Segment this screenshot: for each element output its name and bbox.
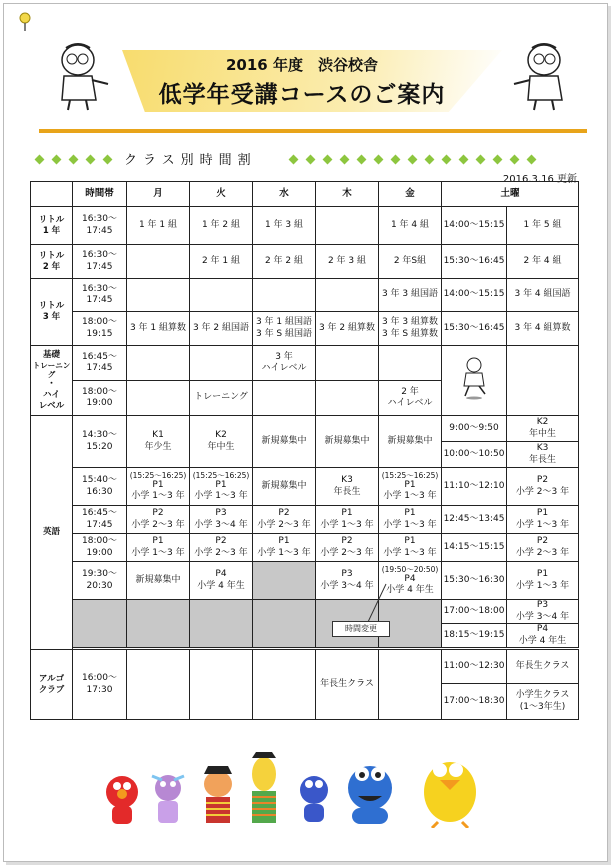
col-header-thu: 木 — [316, 182, 379, 207]
table-row — [31, 562, 579, 600]
group-label-line: 基礎 — [42, 349, 60, 360]
sat-time-cell: 12:45～13:45 — [442, 506, 507, 534]
year-campus-line: 2016 年度 渋谷校舎 — [226, 56, 378, 74]
time-cell: 16:30～ 17:45 — [73, 279, 127, 312]
sat-time-cell: 17:00～18:30 — [442, 684, 507, 720]
class-cell — [253, 381, 316, 416]
table-row — [31, 468, 579, 506]
table-row — [31, 245, 579, 279]
class-label: P1 小学 1～3 年 — [131, 479, 185, 502]
class-cell: K1 年少生 — [127, 416, 190, 468]
time-cell: 18:00～ 19:00 — [73, 534, 127, 562]
class-label: P1 小学 1～3 年 — [194, 479, 248, 502]
title-band — [122, 50, 502, 112]
class-cell — [190, 346, 253, 381]
closed-cell — [127, 600, 190, 648]
push-pin-icon — [18, 12, 32, 32]
class-cell — [127, 346, 190, 381]
class-cell: 2 年 1 組 — [190, 245, 253, 279]
class-cell: P1 小学 1～3 年 — [379, 506, 442, 534]
class-cell: 3 年 3 組算数 3 年 S 組算数 — [379, 312, 442, 346]
class-cell: 新規募集中 — [379, 416, 442, 468]
table-row — [31, 312, 579, 346]
class-cell — [127, 650, 190, 720]
class-cell: 2 年 2 組 — [253, 245, 316, 279]
class-cell: 1 年 5 組 — [507, 207, 579, 245]
table-row — [31, 279, 579, 312]
sat-time-cell: 10:00～10:50 — [442, 442, 507, 468]
time-cell: 19:30～ 20:30 — [73, 562, 127, 600]
class-cell: 2 年S組 — [379, 245, 442, 279]
time-cell: 16:30～ 17:45 — [73, 245, 127, 279]
cartoon-teacher-left-icon — [52, 42, 112, 112]
time-note: (15:25～16:25) — [381, 470, 439, 480]
group-label: 英語 — [31, 416, 73, 650]
time-change-callout: 時間変更 — [332, 621, 390, 637]
class-cell — [190, 279, 253, 312]
class-cell: P3 小学 3～4 年 — [507, 600, 579, 624]
class-cell — [190, 650, 253, 720]
sat-time-cell: 15:30～16:30 — [442, 562, 507, 600]
table-row — [31, 534, 579, 562]
illustration-cell — [442, 346, 507, 416]
diamond-row-left — [36, 153, 111, 165]
cartoon-teacher-right-icon — [512, 42, 572, 112]
class-cell: K2 年中生 — [190, 416, 253, 468]
class-cell: 3 年 3 組国語 — [379, 279, 442, 312]
class-cell: 2 年 4 組 — [507, 245, 579, 279]
class-cell: P1 小学 1～3 年 — [253, 534, 316, 562]
class-cell: 3 年 2 組算数 — [316, 312, 379, 346]
sat-time-cell: 17:00～18:00 — [442, 600, 507, 624]
time-cell: 16:30～ 17:45 — [73, 207, 127, 245]
class-cell: P2 小学 2～3 年 — [127, 506, 190, 534]
accent-rule — [39, 129, 587, 133]
col-header-sat: 土曜 — [442, 182, 579, 207]
class-cell: P1 小学 1～3 年 — [507, 562, 579, 600]
table-row — [31, 416, 579, 442]
class-cell: P4 小学 4 年生 — [190, 562, 253, 600]
sat-time-cell: 18:15～19:15 — [442, 624, 507, 648]
class-cell — [379, 346, 442, 381]
class-cell: 1 年 3 組 — [253, 207, 316, 245]
table-row — [31, 600, 579, 624]
class-cell: 3 年 ハイレベル — [253, 346, 316, 381]
class-cell: P2 小学 2～3 年 — [190, 534, 253, 562]
diamond-row-right — [290, 153, 535, 165]
class-label: P1 小学 1～3 年 — [383, 479, 437, 502]
class-cell: P1 小学 1～3 年 — [379, 534, 442, 562]
class-cell: 新規募集中 — [253, 416, 316, 468]
main-title: 低学年受講コースのご案内 — [158, 82, 446, 108]
group-label-line: トレーニング — [32, 360, 71, 379]
class-cell: 2 年 ハイレベル — [379, 381, 442, 416]
class-cell: トレーニング — [190, 381, 253, 416]
callout-pointer — [360, 582, 390, 624]
closed-cell — [190, 600, 253, 648]
closed-cell — [253, 562, 316, 600]
sat-time-cell: 14:15～15:15 — [442, 534, 507, 562]
sat-time-cell: 15:30～16:45 — [442, 312, 507, 346]
group-label: アルゴ クラブ — [31, 650, 73, 720]
col-header-fri: 金 — [379, 182, 442, 207]
header-row — [31, 182, 579, 207]
class-cell: 新規募集中 — [316, 416, 379, 468]
corner-cell — [31, 182, 73, 207]
updated-date: 2016.3.16 更新 — [502, 174, 577, 185]
class-cell — [316, 207, 379, 245]
time-note: (15:25～16:25) — [129, 470, 187, 480]
class-cell: P2 小学 2～3 年 — [507, 468, 579, 506]
class-cell — [507, 346, 579, 416]
table-row — [31, 506, 579, 534]
sat-time-cell: 14:00～15:15 — [442, 207, 507, 245]
class-cell: K3 年長生 — [507, 442, 579, 468]
class-cell — [253, 279, 316, 312]
class-cell: 1 年 1 組 — [127, 207, 190, 245]
class-cell: K3 年長生 — [316, 468, 379, 506]
class-cell: 3 年 4 組算数 — [507, 312, 579, 346]
time-cell: 14:30～ 15:20 — [73, 416, 127, 468]
class-cell — [316, 381, 379, 416]
class-cell: P2 小学 2～3 年 — [253, 506, 316, 534]
group-label: リトル 1 年 — [31, 207, 73, 245]
class-cell: 2 年 3 組 — [316, 245, 379, 279]
table-row — [31, 650, 579, 684]
class-cell — [127, 381, 190, 416]
class-cell: 小学生クラス (1～3年生) — [507, 684, 579, 720]
class-cell: P4 小学 4 年生 — [507, 624, 579, 648]
class-cell: P1 小学 1～3 年 — [316, 506, 379, 534]
class-cell: 3 年 1 組算数 — [127, 312, 190, 346]
class-cell: 年長生クラス — [507, 650, 579, 684]
group-label: リトル 3 年 — [31, 279, 73, 346]
group-label-line: ・ — [47, 379, 56, 390]
time-cell: 18:00～ 19:00 — [73, 381, 127, 416]
class-label: P4 小学 4 年生 — [386, 573, 434, 596]
class-cell — [379, 468, 442, 506]
class-cell: 1 年 4 組 — [379, 207, 442, 245]
class-schedule-table — [30, 181, 579, 720]
time-cell: 16:45～ 17:45 — [73, 506, 127, 534]
col-header-tue: 火 — [190, 182, 253, 207]
class-cell: 3 年 1 組国語 3 年 S 組国語 — [253, 312, 316, 346]
character-group-icon — [100, 748, 580, 828]
group-label-line: ハイ レベル — [38, 389, 65, 411]
class-cell — [127, 245, 190, 279]
class-cell: 新規募集中 — [253, 468, 316, 506]
class-cell: 1 年 2 組 — [190, 207, 253, 245]
table-row — [31, 207, 579, 245]
col-header-mon: 月 — [127, 182, 190, 207]
class-cell — [127, 279, 190, 312]
class-cell: 年長生クラス — [316, 650, 379, 720]
class-cell: 3 年 2 組国語 — [190, 312, 253, 346]
class-cell: 新規募集中 — [127, 562, 190, 600]
class-cell: K2 年中生 — [507, 416, 579, 442]
closed-cell — [73, 600, 127, 648]
running-kid-icon — [457, 356, 491, 400]
class-cell — [190, 468, 253, 506]
closed-cell — [253, 600, 316, 648]
sat-time-cell: 14:00～15:15 — [442, 279, 507, 312]
class-cell: P1 小学 1～3 年 — [507, 506, 579, 534]
sat-time-cell: 15:30～16:45 — [442, 245, 507, 279]
time-cell: 16:45～ 17:45 — [73, 346, 127, 381]
class-cell — [316, 279, 379, 312]
class-cell: P3 小学 3～4 年 — [316, 562, 379, 600]
time-cell: 15:40～ 16:30 — [73, 468, 127, 506]
col-header-time: 時間帯 — [73, 182, 127, 207]
time-cell: 16:00～ 17:30 — [73, 650, 127, 720]
class-cell: P1 小学 1～3 年 — [127, 534, 190, 562]
class-cell — [253, 650, 316, 720]
group-label: リトル 2 年 — [31, 245, 73, 279]
class-cell: P2 小学 2～3 年 — [507, 534, 579, 562]
class-cell — [379, 650, 442, 720]
section-heading: クラス別時間割 — [124, 153, 257, 168]
time-cell: 18:00～ 19:15 — [73, 312, 127, 346]
table-row — [31, 346, 579, 381]
class-cell: P2 小学 2～3 年 — [316, 534, 379, 562]
col-header-wed: 水 — [253, 182, 316, 207]
time-note: (19:50～20:50) — [381, 564, 439, 574]
sat-time-cell: 9:00～9:50 — [442, 416, 507, 442]
class-cell: 3 年 4 組国語 — [507, 279, 579, 312]
sat-time-cell: 11:10～12:10 — [442, 468, 507, 506]
group-label — [31, 346, 73, 416]
time-note: (15:25～16:25) — [192, 470, 250, 480]
class-cell: P3 小学 3～4 年 — [190, 506, 253, 534]
class-cell — [316, 346, 379, 381]
sat-time-cell: 11:00～12:30 — [442, 650, 507, 684]
class-cell — [127, 468, 190, 506]
